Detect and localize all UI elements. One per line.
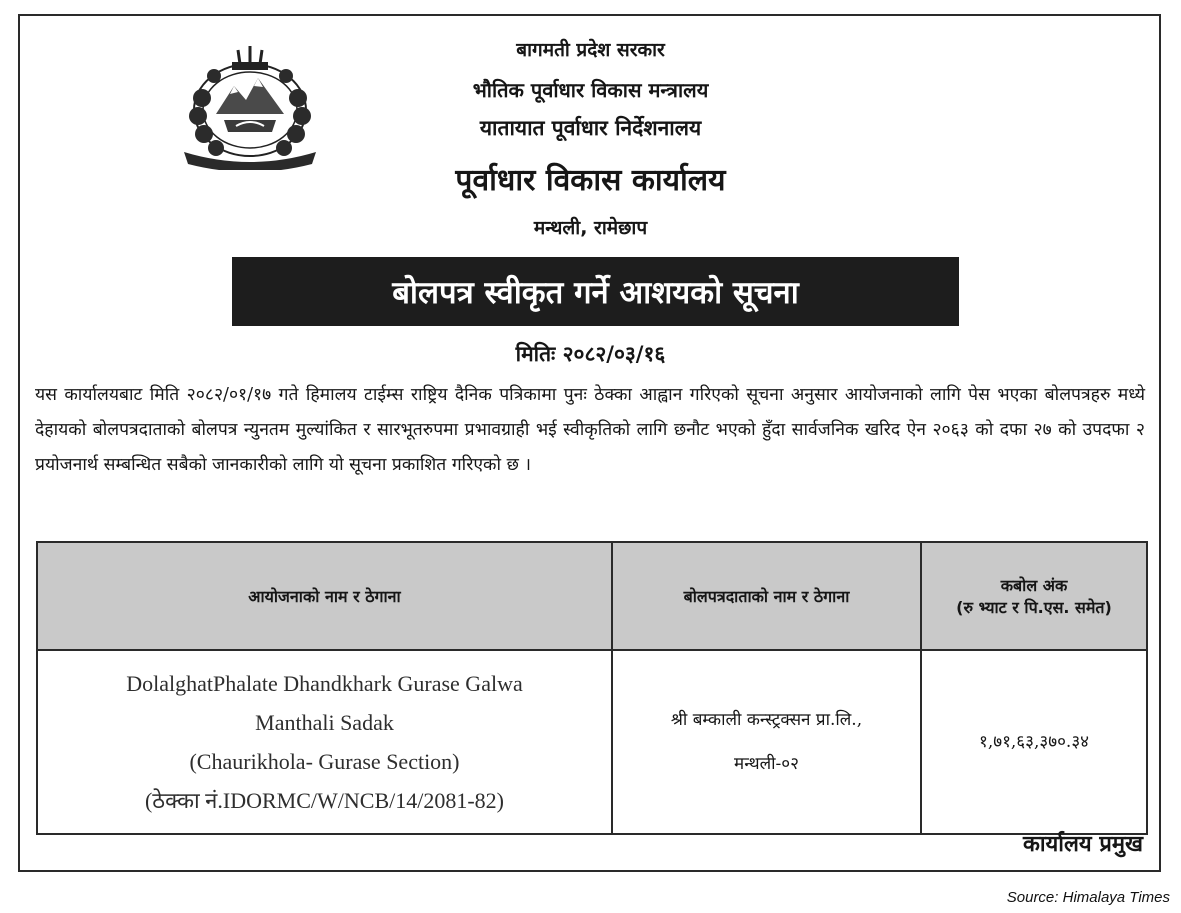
table-header-row xyxy=(37,542,1147,650)
bid-table xyxy=(36,541,1148,835)
ministry-name: भौतिक पूर्वाधार विकास मन्त्रालय xyxy=(472,78,709,102)
notice-date: मितिः २०८२/०३/१६ xyxy=(515,342,666,366)
bid-amount: १,७१,६३,३७०.३४ xyxy=(921,650,1147,834)
notice-body: यस कार्यालयबाट मिति २०८२/०१/१७ गते हिमालय टाईम्स राष्ट्रिय दैनिक पत्रिकामा पुनः ठेक्का आह्वान गरिएको सूचना अनुसार आयोजनाको लागि पेस भएका बोलपत्रहरु मध्ये देहायको बोलपत्रदाताको बोलपत्र न्युनतम मुल्यांकित र सारभूतरुपमा प्रभावग्राही भई स्वीकृतिको लागि छनौट भएको हुँदा सार्वजनिक खरिद ऐन २०६३ को दफा २७ को उपदफा २ प्रयोजनार्थ सम्बन्धित सबैको जानकारीको लागि यो सूचना प्रकाशित गरिएको छ । xyxy=(35,385,1145,475)
office-location: मन्थली, रामेछाप xyxy=(533,217,648,239)
table-row xyxy=(37,650,1147,834)
notice-title-banner: बोलपत्र स्वीकृत गर्ने आशयको सूचना xyxy=(232,257,959,326)
amount-header-subtitle: (रु भ्याट र पि.एस. समेत) xyxy=(956,598,1112,617)
project-column-header: आयोजनाको नाम र ठेगाना xyxy=(37,542,612,650)
amount-header-title: कबोल अंक xyxy=(1000,576,1068,595)
project-section: (Chaurikhola- Gurase Section) xyxy=(189,749,460,774)
bidder-name: श्री बम्काली कन्स्ट्रक्सन प्रा.लि., xyxy=(670,710,863,730)
directorate-name: यातायात पूर्वाधार निर्देशनालय xyxy=(479,116,702,140)
signature-office-chief: कार्यालय प्रमुख xyxy=(1022,832,1143,857)
bidder-address: मन्थली-०२ xyxy=(734,754,799,774)
bidder-cell xyxy=(612,650,921,834)
project-cell xyxy=(37,650,612,834)
amount-column-header xyxy=(921,542,1147,650)
contract-number: (ठेक्का नं.IDORMC/W/NCB/14/2081-82) xyxy=(144,788,504,813)
project-name-line2: Manthali Sadak xyxy=(255,710,394,735)
source-credit: Source: Himalaya Times xyxy=(1006,889,1170,906)
project-name-line1: DolalghatPhalate Dhandkhark Gurase Galwa xyxy=(126,671,523,696)
office-name: पूर्वाधार विकास कार्यालय xyxy=(455,163,726,198)
government-name: बागमती प्रदेश सरकार xyxy=(516,39,665,61)
bidder-column-header: बोलपत्रदाताको नाम र ठेगाना xyxy=(612,542,921,650)
